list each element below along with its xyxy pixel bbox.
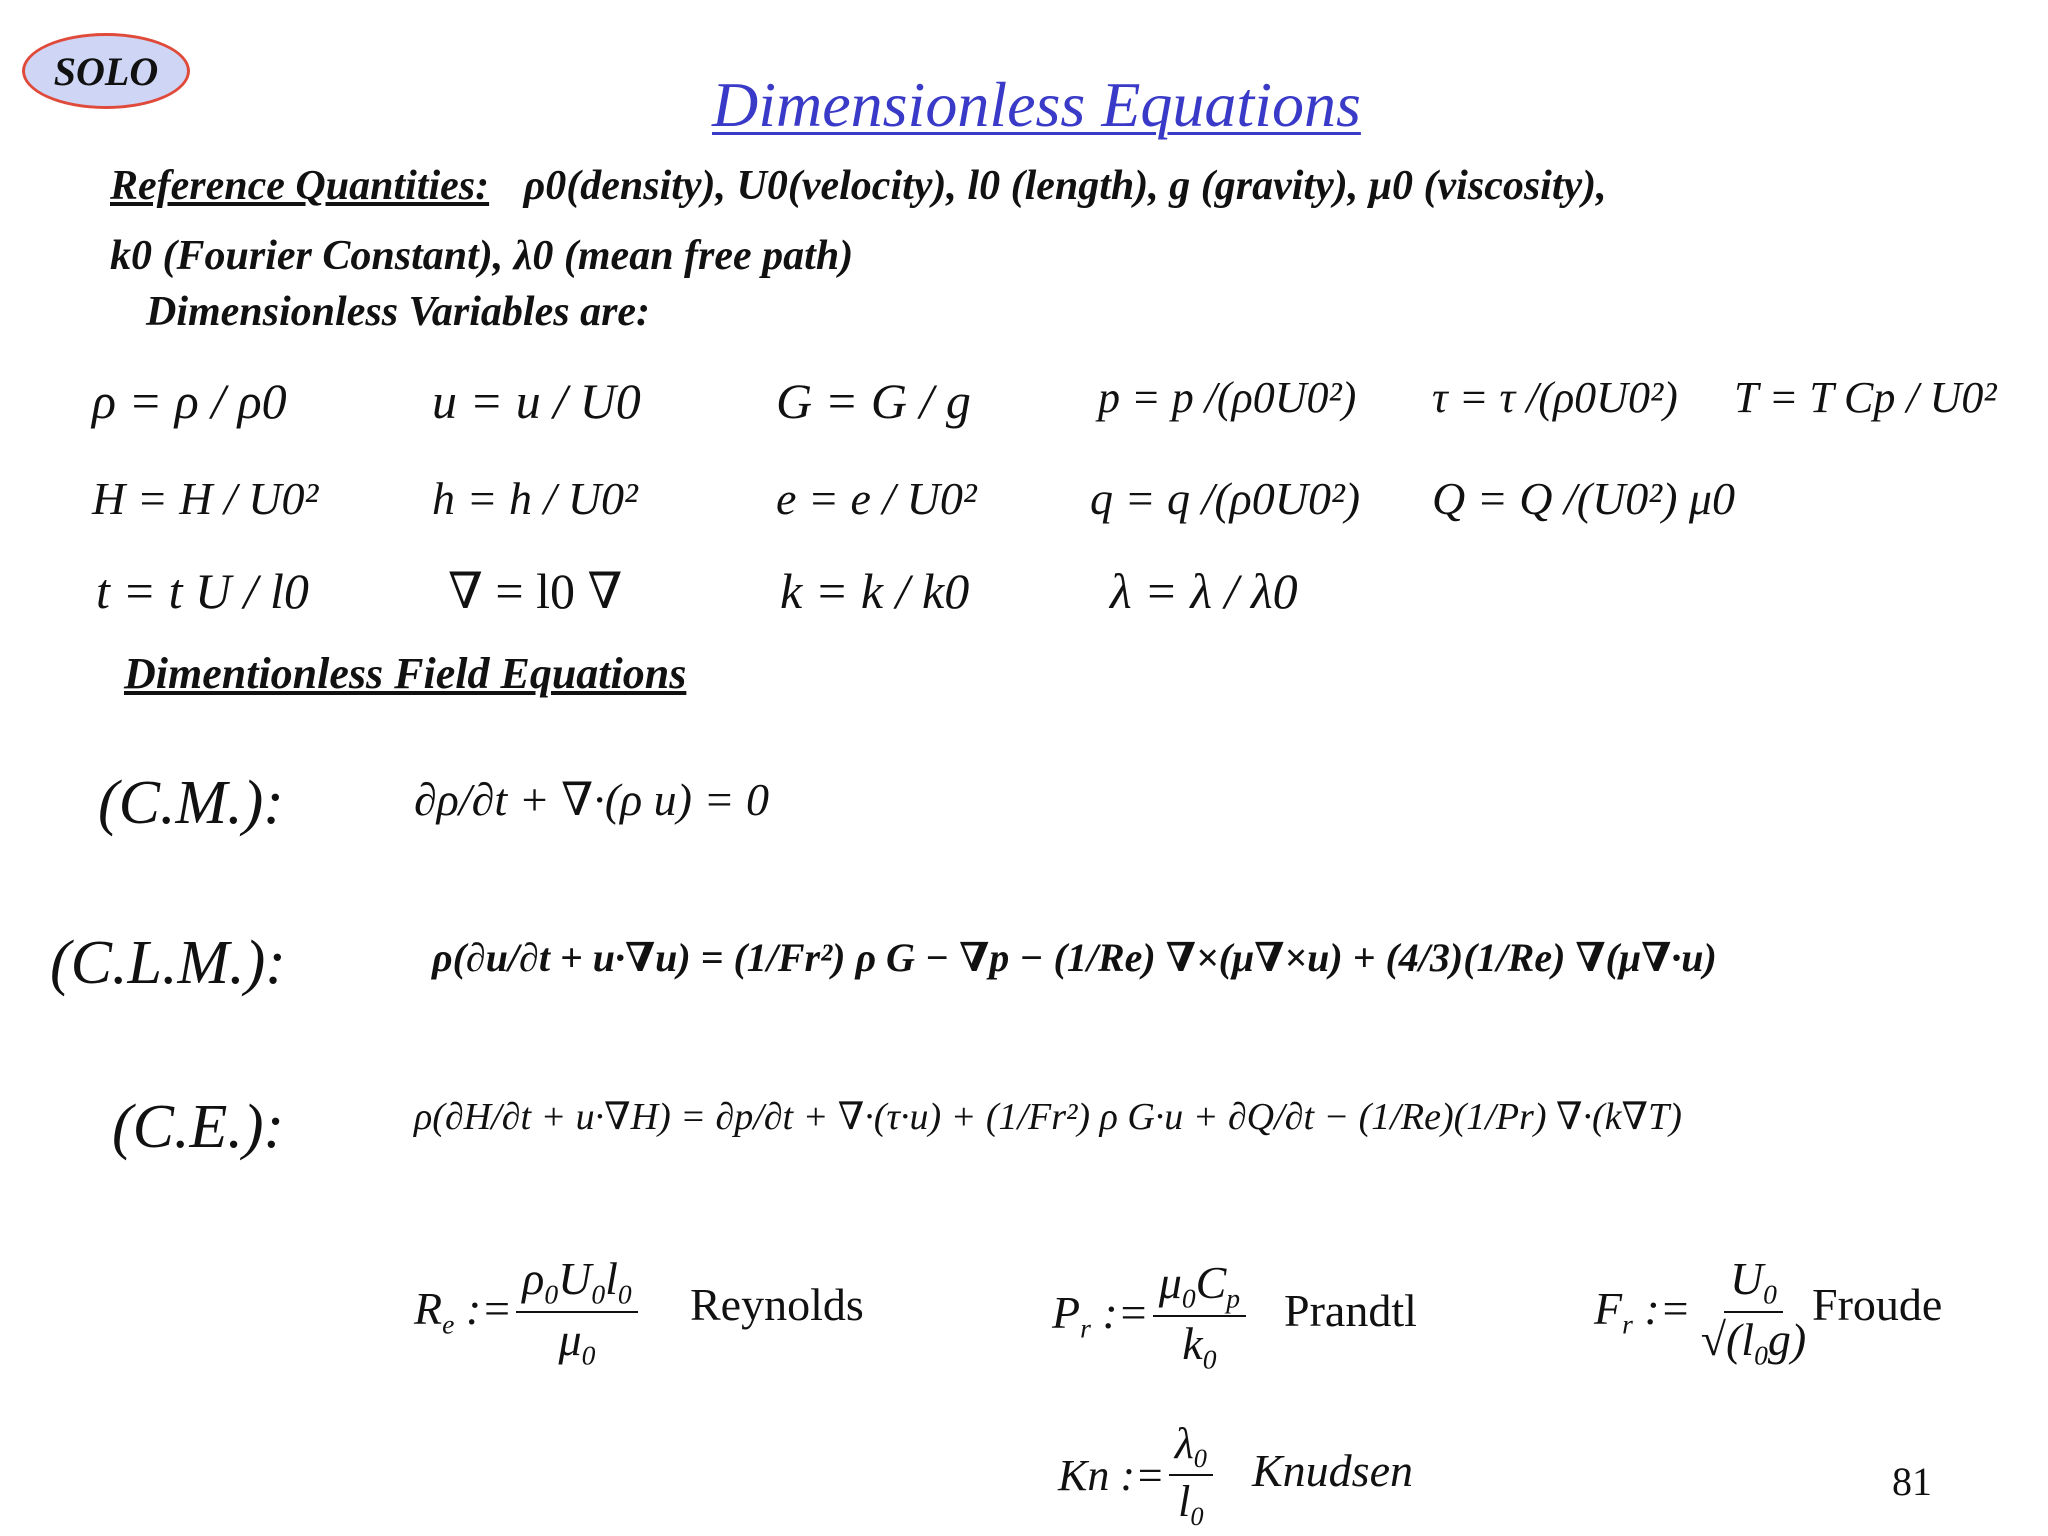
logo-text: SOLO: [53, 48, 159, 94]
var-q: q = q /(ρ0U0²): [1090, 473, 1361, 524]
var-H: H = H / U0²: [92, 473, 319, 524]
var-lambda: λ = λ / λ0: [1110, 563, 1298, 619]
var-u: u = u / U0: [432, 373, 641, 429]
var-Q: Q = Q /(U0²) μ0: [1432, 473, 1735, 524]
var-T: T = T Cp / U0²: [1734, 373, 1997, 422]
reference-line-2: k0 (Fourier Constant), λ0 (mean free path): [110, 233, 854, 279]
prandtl-label: Prandtl: [1284, 1285, 1417, 1336]
var-rho: ρ = ρ / ρ0: [92, 373, 287, 429]
var-p: p = p /(ρ0U0²): [1098, 373, 1357, 422]
knudsen-label: Knudsen: [1252, 1445, 1413, 1496]
froude-number: $F_r$ := $\frac{U_0}{√(l_0g)}$: [1594, 1253, 1807, 1371]
var-h: h = h / U0²: [432, 473, 638, 524]
var-k: k = k / k0: [780, 563, 970, 619]
cm-label: (C.M.):: [98, 769, 284, 837]
variables-heading: Dimensionless Variables are:: [146, 289, 651, 335]
var-e: e = e / U0²: [776, 473, 977, 524]
var-t: t = t U / l0: [96, 563, 309, 619]
reference-line-1: [110, 162, 1607, 210]
knudsen-number: Kn := $\frac{\lambda_0}{l_0}$: [1058, 1418, 1217, 1532]
field-equations-heading: Dimentionless Field Equations: [124, 649, 687, 698]
var-tau: τ = τ /(ρ0U0²): [1432, 373, 1678, 422]
ce-label: (C.E.):: [112, 1093, 285, 1161]
reynolds-number: $R_e$ := $\frac{\rho_0U_0l_0}{\mu_0}$: [414, 1252, 642, 1371]
page-title: Dimensionless Equations: [712, 69, 1361, 140]
solo-logo: [22, 33, 190, 109]
reynolds-label: Reynolds: [690, 1279, 864, 1330]
var-G: G = G / g: [776, 373, 971, 429]
clm-label: (C.L.M.):: [50, 929, 286, 997]
var-nabla: ∇ = l0 ∇: [448, 563, 623, 619]
reference-quantities-1: ρ0(density), U0(velocity), l0 (length), g (gravity), μ0 (viscosity),: [523, 163, 1607, 209]
cm-equation: ∂ρ/∂t + ∇·(ρ u) = 0: [414, 774, 770, 825]
prandtl-number: $P_r$ := $\frac{\mu_0C_p}{k_0}$: [1052, 1256, 1250, 1375]
ce-equation: ρ(∂H/∂t + u·∇H) = ∂p/∂t + ∇·(τ·u) + (1/Fr²) ρ G·u + ∂Q/∂t − (1/Re)(1/Pr) ∇·(k∇T): [414, 1096, 1682, 1138]
reference-label: Reference Quantities:: [110, 163, 490, 209]
froude-label: Froude: [1812, 1279, 1943, 1330]
page-number: 81: [1892, 1459, 1932, 1504]
clm-equation: ρ(∂u/∂t + u·∇u) = (1/Fr²) ρ G − ∇p − (1/Re) ∇×(μ∇×u) + (4/3)(1/Re) ∇(μ∇·u): [432, 935, 1717, 980]
